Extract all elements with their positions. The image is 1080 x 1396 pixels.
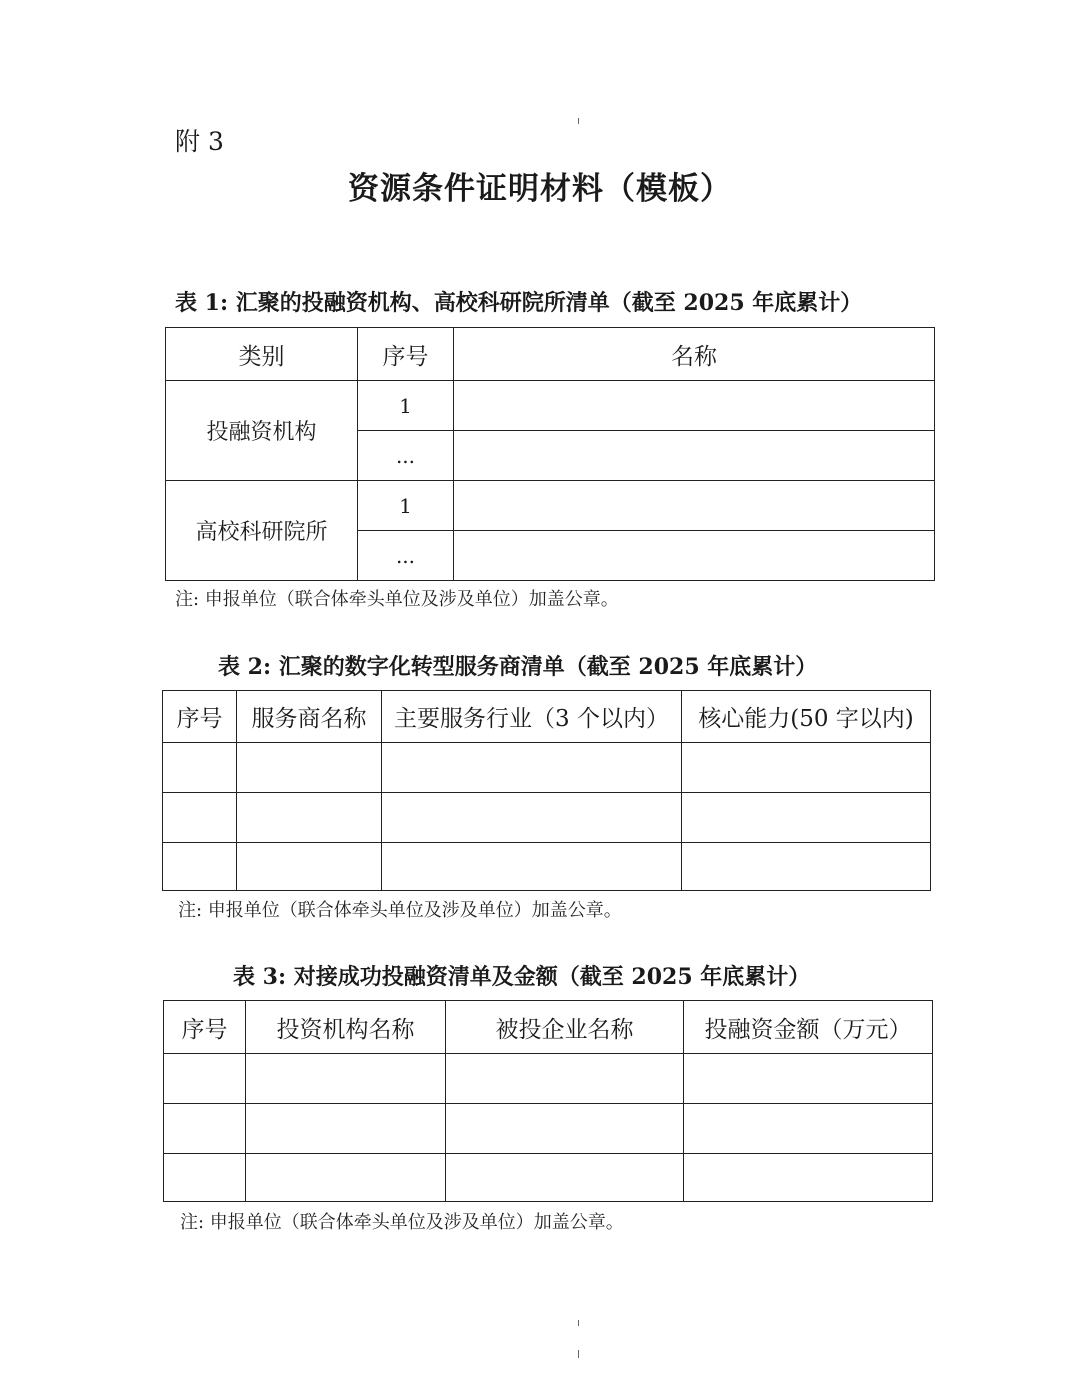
scan-speck	[578, 1350, 579, 1358]
table3-header-investor: 投资机构名称	[246, 1001, 446, 1054]
table1	[165, 327, 935, 581]
table3-cell	[684, 1104, 933, 1154]
table1-seq-cell: ...	[358, 531, 454, 581]
table3-cell	[164, 1104, 246, 1154]
scan-speck	[578, 118, 579, 124]
table3-cell	[164, 1054, 246, 1104]
table2	[162, 690, 931, 891]
table3-cell	[446, 1104, 684, 1154]
table1-category-cell: 高校科研院所	[166, 481, 358, 581]
table3-cell	[446, 1154, 684, 1202]
table1-seq-cell: 1	[358, 481, 454, 531]
table2-cell	[382, 843, 682, 891]
table3	[163, 1000, 933, 1202]
table2-cell	[682, 743, 931, 793]
table1-header-seq: 序号	[358, 328, 454, 381]
table2-header-seq: 序号	[163, 691, 237, 743]
table2-caption: 表 2: 汇聚的数字化转型服务商清单（截至 2025 年底累计）	[218, 654, 818, 680]
table1-name-cell	[454, 481, 935, 531]
table1-caption: 表 1: 汇聚的投融资机构、高校科研院所清单（截至 2025 年底累计）	[175, 290, 863, 316]
annex-label: 附 3	[175, 127, 224, 156]
table2-header-provider: 服务商名称	[237, 691, 382, 743]
table3-cell	[684, 1054, 933, 1104]
table2-cell	[237, 793, 382, 843]
table1-note: 注: 申报单位（联合体牵头单位及涉及单位）加盖公章。	[175, 589, 619, 610]
table2-cell	[163, 843, 237, 891]
table2-cell	[682, 843, 931, 891]
table1-name-cell	[454, 431, 935, 481]
table2-cell	[237, 843, 382, 891]
table2-cell	[237, 743, 382, 793]
table3-note: 注: 申报单位（联合体牵头单位及涉及单位）加盖公章。	[180, 1212, 624, 1233]
table3-cell	[684, 1154, 933, 1202]
table2-note: 注: 申报单位（联合体牵头单位及涉及单位）加盖公章。	[178, 900, 622, 921]
table1-header-name: 名称	[454, 328, 935, 381]
table3-header-investee: 被投企业名称	[446, 1001, 684, 1054]
table1-header-category: 类别	[166, 328, 358, 381]
table3-cell	[246, 1104, 446, 1154]
table2-cell	[163, 793, 237, 843]
table3-cell	[246, 1054, 446, 1104]
table1-seq-cell: 1	[358, 381, 454, 431]
scan-speck	[578, 1320, 579, 1326]
table3-cell	[246, 1154, 446, 1202]
table3-header-seq: 序号	[164, 1001, 246, 1054]
table2-cell	[382, 793, 682, 843]
table1-name-cell	[454, 531, 935, 581]
table1-name-cell	[454, 381, 935, 431]
table2-cell	[682, 793, 931, 843]
table2-cell	[163, 743, 237, 793]
document-title: 资源条件证明材料（模板）	[348, 171, 732, 207]
table3-caption: 表 3: 对接成功投融资清单及金额（截至 2025 年底累计）	[233, 964, 811, 990]
table3-header-amount: 投融资金额（万元）	[684, 1001, 933, 1054]
table2-header-capability: 核心能力(50 字以内)	[682, 691, 931, 743]
table3-cell	[164, 1154, 246, 1202]
table2-cell	[382, 743, 682, 793]
table2-header-industry: 主要服务行业（3 个以内）	[382, 691, 682, 743]
table1-seq-cell: ...	[358, 431, 454, 481]
table1-category-cell: 投融资机构	[166, 381, 358, 481]
table3-cell	[446, 1054, 684, 1104]
